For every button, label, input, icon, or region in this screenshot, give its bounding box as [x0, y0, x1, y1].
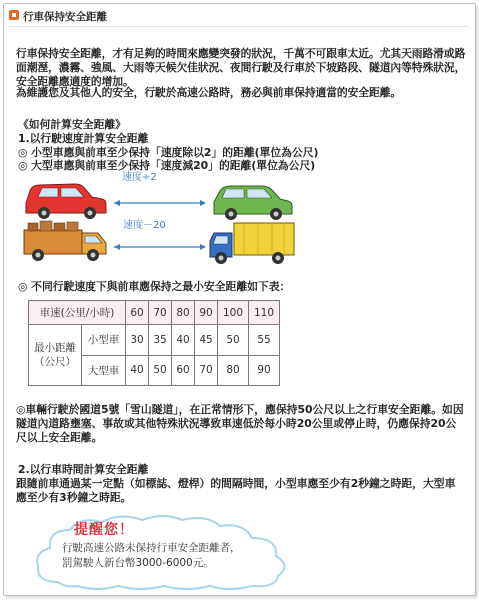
distance-cell: 35: [149, 325, 172, 356]
table-row-speed: [29, 301, 280, 325]
red-car-image: [26, 184, 106, 219]
distance-cell: 40: [126, 355, 149, 386]
reminder-title: 提醒您！: [74, 522, 134, 538]
min-distance-label-cell: [29, 325, 82, 386]
speed-header-cell: 車速(公里/小時): [29, 301, 126, 325]
speed-cell: 70: [149, 301, 172, 325]
speed-cell: 110: [249, 301, 280, 325]
blue-truck-image: [210, 223, 294, 264]
large-car-speed-label: 速度－20: [123, 220, 166, 231]
speed-cell: 100: [218, 301, 249, 325]
small-car-rule: ◎ 小型車應與前車至少保持「速度除以2」的距離(單位為公尺): [18, 146, 319, 159]
distance-cell: 50: [218, 325, 249, 356]
page-title: 行車保持安全距離: [23, 11, 107, 23]
safe-distance-table: [28, 300, 280, 386]
section-1-title: 1.以行駛速度計算安全距離: [18, 132, 149, 145]
distance-cell: 90: [249, 355, 280, 386]
distance-illustration: [18, 171, 318, 274]
speed-cell: 90: [195, 301, 218, 325]
large-car-rule: ◎ 大型車應與前車至少保持「速度減20」的距離(單位為公尺): [18, 159, 316, 172]
distance-cell: 50: [149, 355, 172, 386]
howto-title: 《如何計算安全距離》: [18, 118, 126, 131]
table-intro: ◎ 不同行駛速度下與前車應保持之最小安全距離如下表：: [18, 280, 291, 293]
table-row-small: [29, 325, 280, 356]
header-divider: [9, 26, 469, 27]
vehicle-type-cell: 小型車: [82, 325, 126, 356]
min-distance-unit: （公尺）: [34, 356, 76, 368]
min-distance-label: 最小距離: [34, 342, 76, 354]
distance-cell: 40: [172, 325, 195, 356]
distance-cell: 45: [195, 325, 218, 356]
reminder-body: [62, 541, 241, 571]
small-car-speed-label: 速度÷2: [122, 172, 157, 183]
orange-truck-image: [24, 221, 106, 261]
intro-paragraph-2: 為維護您及其他人的安全，行駛於高速公路時，務必與前車保持適當的安全距離。: [16, 86, 402, 99]
section-2-text: 跟隨前車通過某一定點（如標誌、燈桿）的間隔時間，小型車應至少有2秒鐘之時距，大型車應至少有3秒鐘之時距。: [16, 477, 456, 504]
reminder-line-1: 行駛高速公路未保持行車安全距離者，: [62, 542, 241, 554]
tunnel-note: ◎車輛行駛於國道5號「雪山隧道」，在正常情形下，應保持50公尺以上之行車安全距離。如因隧道內道路壅塞、事故或其他特殊狀況導致車速低於每小時20公里或停止時，仍應保持20公尺以上安全距離。: [16, 403, 464, 444]
green-car-image: [214, 186, 292, 220]
distance-cell: 80: [218, 355, 249, 386]
speed-cell: 80: [172, 301, 195, 325]
vehicle-type-cell: 大型車: [82, 355, 126, 386]
distance-cell: 30: [126, 325, 149, 356]
reminder-line-2: 罰駕駛人新台幣3000-6000元。: [62, 557, 214, 569]
intro-paragraph-1: 行車保持安全距離，才有足夠的時間來應變突發的狀況，千萬不可跟車太近。尤其天雨路滑或路面潮溼，濃霧、強風、大雨等天候欠佳狀況、夜間行駛及行車於下坡路段、隧道內等特殊狀況，安全距離應適度的增加。: [16, 47, 466, 88]
section-header: [3, 3, 474, 25]
distance-cell: 70: [195, 355, 218, 386]
section-2-title: 2.以行車時間計算安全距離: [18, 463, 149, 476]
distance-cell: 55: [249, 325, 280, 356]
bullet-icon: [9, 10, 19, 20]
speed-cell: 60: [126, 301, 149, 325]
distance-cell: 60: [172, 355, 195, 386]
